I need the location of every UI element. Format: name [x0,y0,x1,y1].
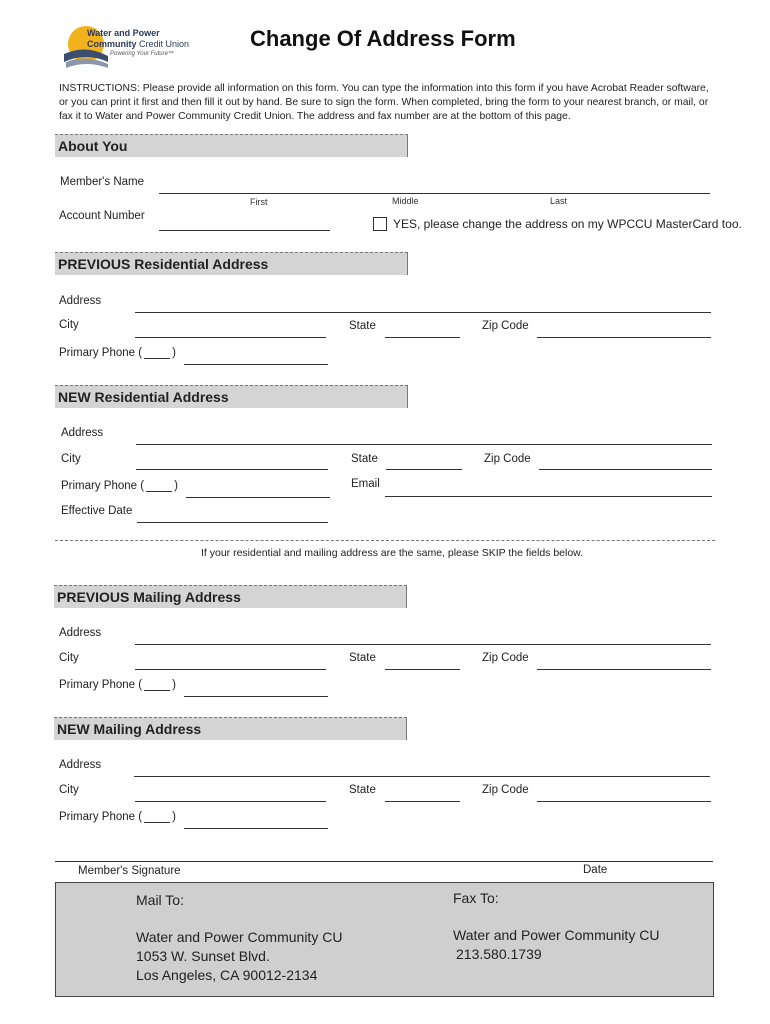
new-mail-address-label: Address [59,759,102,771]
contact-box [55,882,714,997]
page-title: Change Of Address Form [250,26,516,51]
new-res-zip-label: Zip Code [484,453,531,465]
prev-res-zip-field[interactable] [537,337,711,338]
prev-mail-city-label: City [59,652,79,664]
mail-name: Water and Power Community CU [136,929,343,945]
section-new-mailing: NEW Mailing Address [54,717,407,740]
prev-mail-phone-field[interactable] [184,696,328,697]
new-res-city-field[interactable] [136,469,328,470]
prev-mail-state-label: State [349,652,376,664]
new-mail-phone-field[interactable] [184,828,328,829]
new-res-city-label: City [61,453,81,465]
section-previous-mailing: PREVIOUS Mailing Address [54,585,407,608]
fax-number: 213.580.1739 [456,946,542,962]
signature-field[interactable] [55,861,713,862]
new-mail-phone-label: Primary Phone ( ) [59,811,176,823]
instructions: INSTRUCTIONS: Please provide all information on this form. You can type the information into this form if you have Acrobat Reader software, or you can print it first and then fill it out by hand. Be sure to sign the form. When completed, bring the form to your nearest branch, or mail, or fax it to Water and Power Community Credit Union. The address and fax number are at the bottom of this page. [59,83,709,123]
mail-city: Los Angeles, CA 90012-2134 [136,967,318,983]
skip-note: If your residential and mailing address are the same, please SKIP the fields below. [201,547,584,559]
members-name-field[interactable] [159,193,710,194]
new-mail-zip-label: Zip Code [482,784,529,796]
middle-name-sublabel: Middle [392,196,419,206]
divider [55,540,715,541]
new-res-state-field[interactable] [386,469,462,470]
new-mail-city-field[interactable] [135,801,326,802]
effective-date-label: Effective Date [61,505,133,517]
section-about-you: About You [55,134,408,157]
logo-tagline: Powering Your Future™ [110,51,174,57]
section-previous-residential: PREVIOUS Residential Address [55,252,408,275]
new-res-phone-field[interactable] [186,497,330,498]
prev-res-address-label: Address [59,295,102,307]
section-new-residential: NEW Residential Address [55,385,408,408]
last-name-sublabel: Last [550,196,568,206]
new-mail-state-label: State [349,784,376,796]
new-res-zip-field[interactable] [539,469,712,470]
prev-res-state-field[interactable] [385,337,460,338]
signature-label: Member's Signature [78,865,181,877]
new-res-phone-label: Primary Phone ( ) [61,480,178,492]
account-number-field[interactable] [159,230,330,231]
account-number-label: Account Number [59,210,145,222]
prev-mail-zip-label: Zip Code [482,652,529,664]
credit-union-logo [62,22,192,72]
date-label: Date [583,864,608,876]
prev-mail-city-field[interactable] [135,669,326,670]
logo-line1: Water and Power [87,28,160,38]
new-mail-city-label: City [59,784,79,796]
effective-date-field[interactable] [137,522,328,523]
fax-to-label: Fax To: [453,890,499,906]
prev-mail-state-field[interactable] [385,669,460,670]
new-res-address-label: Address [61,427,104,439]
fax-name: Water and Power Community CU [453,927,660,943]
new-res-state-label: State [351,453,378,465]
new-mail-state-field[interactable] [385,801,460,802]
mastercard-checkbox[interactable] [373,217,387,231]
logo-line2: Community Credit Union [87,39,190,49]
first-name-sublabel: First [250,197,268,207]
new-mail-address-field[interactable] [134,776,710,777]
prev-res-address-field[interactable] [135,312,711,313]
prev-mail-address-field[interactable] [135,644,711,645]
prev-mail-zip-field[interactable] [537,669,711,670]
mail-to-label: Mail To: [136,892,184,908]
prev-mail-phone-label: Primary Phone ( ) [59,679,176,691]
new-res-email-label: Email [351,478,380,490]
mastercard-label: YES, please change the address on my WPCCU MasterCard too. [393,217,742,231]
prev-res-zip-label: Zip Code [482,320,529,332]
new-res-address-field[interactable] [136,444,712,445]
prev-res-phone-field[interactable] [184,364,328,365]
prev-res-state-label: State [349,320,376,332]
prev-mail-address-label: Address [59,627,102,639]
new-res-email-field[interactable] [385,496,712,497]
new-mail-zip-field[interactable] [537,801,711,802]
members-name-label: Member's Name [60,176,144,188]
prev-res-phone-label: Primary Phone ( ) [59,347,176,359]
mail-street: 1053 W. Sunset Blvd. [136,948,270,964]
prev-res-city-label: City [59,319,79,331]
prev-res-city-field[interactable] [135,337,326,338]
